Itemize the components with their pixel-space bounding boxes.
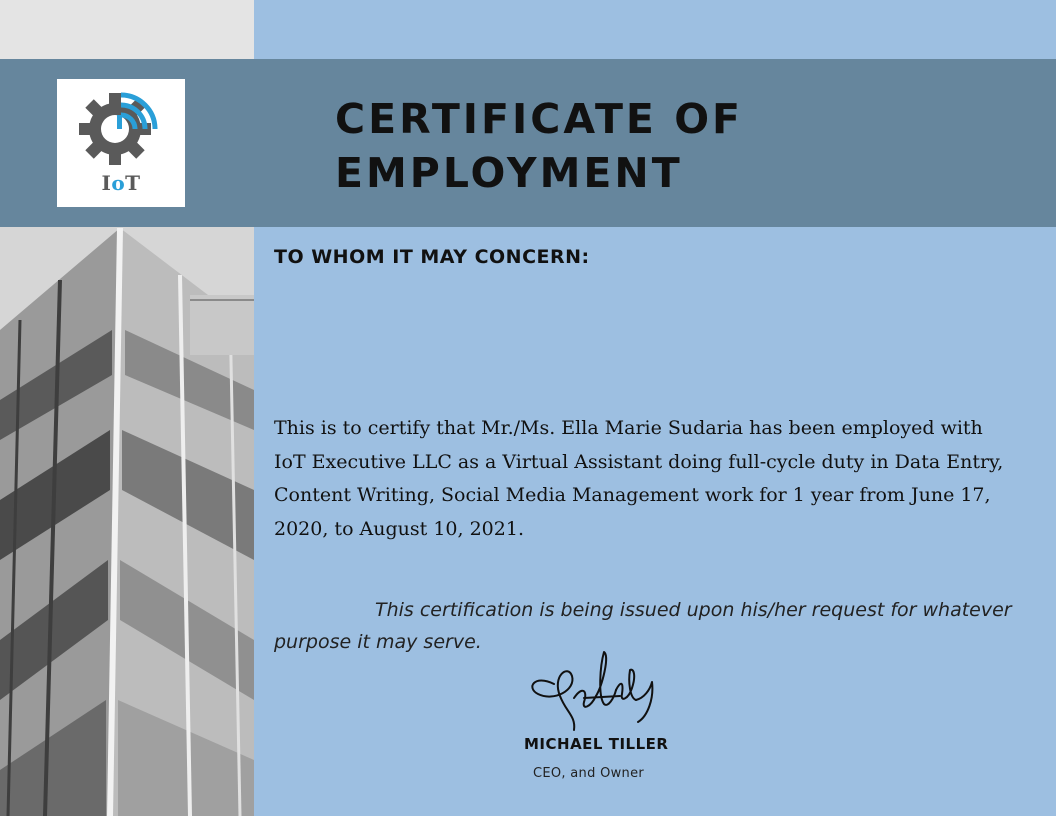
certificate-body: This is to certify that Mr./Ms. Ella Marie Sudaria has been employed with IoT Executive LLC as a Virtual Assistant doing full-cycle duty in Data Entry, Content Writing, Social Media Management work for 1 year from June 17, 2020, to August 10, 2021. [274,417,1004,540]
title-line-1: CERTIFICATE OF [335,95,744,143]
title-line-2: EMPLOYMENT [335,149,683,197]
signature-image [524,646,664,736]
salutation: TO WHOM IT MAY CONCERN: [274,246,590,268]
signatory-title: CEO, and Owner [533,766,645,781]
company-logo [57,79,185,207]
page-title [335,92,935,200]
signatory-name: MICHAEL TILLER [524,735,669,753]
logo-wordmark: IoT [101,171,141,195]
closing-statement: This certification is being issued upon his/her request for whatever purpose it may serve. [274,599,1012,653]
